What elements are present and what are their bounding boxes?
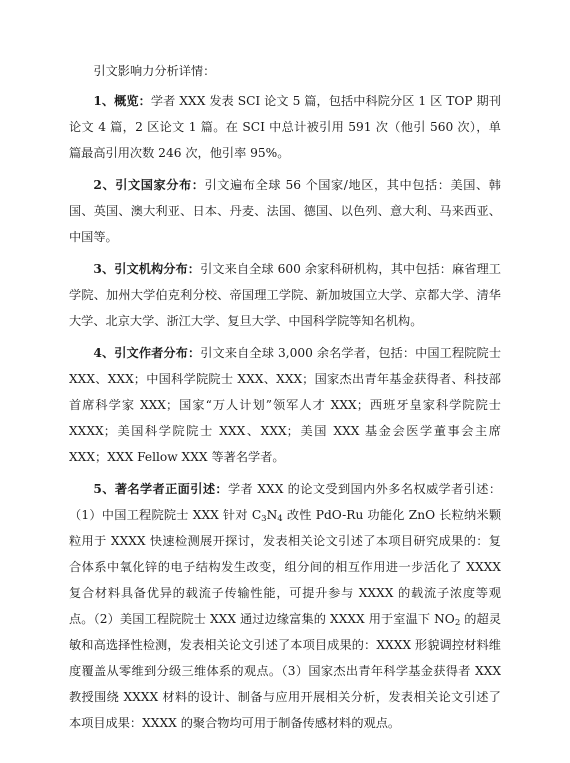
institution-distribution-lead: 3、引文机构分布： [93, 262, 201, 276]
subscript-4: 4 [277, 514, 283, 525]
author-distribution-lead: 4、引文作者分布： [93, 346, 201, 360]
overview-text: 学者 XXX 发表 SCI 论文 5 篇，包括中科院分区 1 区 TOP 期刊论文 4 篇，2 区论文 1 篇。在 SCI 中总计被引用 591 次（他引 560 次），单篇最高引用次数 246 次，他引率 95%。 [69, 94, 501, 160]
overview-lead: 1、概览： [93, 94, 151, 108]
overview-paragraph [69, 88, 501, 166]
country-distribution-paragraph [69, 172, 501, 250]
section-heading: 引文影响力分析详情： [93, 64, 216, 78]
document-body [69, 58, 501, 741]
subscript-3: 3 [261, 514, 267, 525]
scholar-citation-intro: 学者 XXX 的论文受到国内外多名权威学者引述： [227, 482, 502, 496]
country-distribution-lead: 2、引文国家分布： [93, 178, 205, 192]
author-distribution-paragraph [69, 340, 501, 470]
scholar-citation-paragraph [69, 476, 501, 736]
scholar-citation-part-2: N [266, 508, 278, 522]
scholar-citation-lead: 5、著名学者正面引述： [93, 482, 228, 496]
scholar-citation-part-1: （1）中国工程院院士 XXX 针对 C [69, 508, 262, 522]
author-distribution-text: 引文来自全球 3,000 余名学者，包括：中国工程院院士 XXX、XXX；中国科学院院士 XXX、XXX；国家杰出青年基金获得者、科技部首席科学家 XXX；国家“万人计划”领军人才 XXX；西班牙皇家科学院院士 XXXX；美国科学院院士 XXX、XXX；美国 XXX 基金会医学董事会主席 XXX；XXX Fellow XXX 等著名学者。 [69, 346, 502, 464]
institution-distribution-paragraph [69, 256, 501, 334]
country-distribution-text: 引文遍布全球 56 个国家/地区，其中包括：美国、韩国、英国、澳大利亚、日本、丹麦、法国、德国、以色列、意大利、马来西亚、中国等。 [69, 178, 501, 244]
institution-distribution-text: 引文来自全球 600 余家科研机构，其中包括：麻省理工学院、加州大学伯克利分校、帝国理工学院、新加坡国立大学、京都大学、清华大学、北京大学、浙江大学、复旦大学、中国科学院等知名机构。 [69, 262, 501, 328]
scholar-citation-part-4: 的超灵敏和高选择性检测，发表相关论文引述了本项目成果的：XXXX 形貌调控材料维度覆盖从零维到分级三维体系的观点。（3）国家杰出青年科学基金获得者 XXX 教授围绕 XXXX 材料的设计、制备与应用开展相关分析，发表相关论文引述了本项目成果：XXXX 的聚合物均可用于制备传感材料的观点。 [69, 612, 502, 730]
scholar-citation-part-3: 改性 PdO-Ru 功能化 ZnO 长粒纳米颗粒用于 XXXX 快速检测展开探讨，发表相关论文引述了本项目研究成果的：复合体系中氧化锌的电子结构发生改变，组分间的相互作用进一步活化了 XXXX 复合材料具备优异的载流子传输性能，可提升参与 XXXX 的载流子浓度等观点。（2）美国工程院院士 XXX 通过边缘富集的 XXXX 用于室温下 NO [69, 508, 502, 626]
subscript-2: 2 [454, 618, 461, 629]
